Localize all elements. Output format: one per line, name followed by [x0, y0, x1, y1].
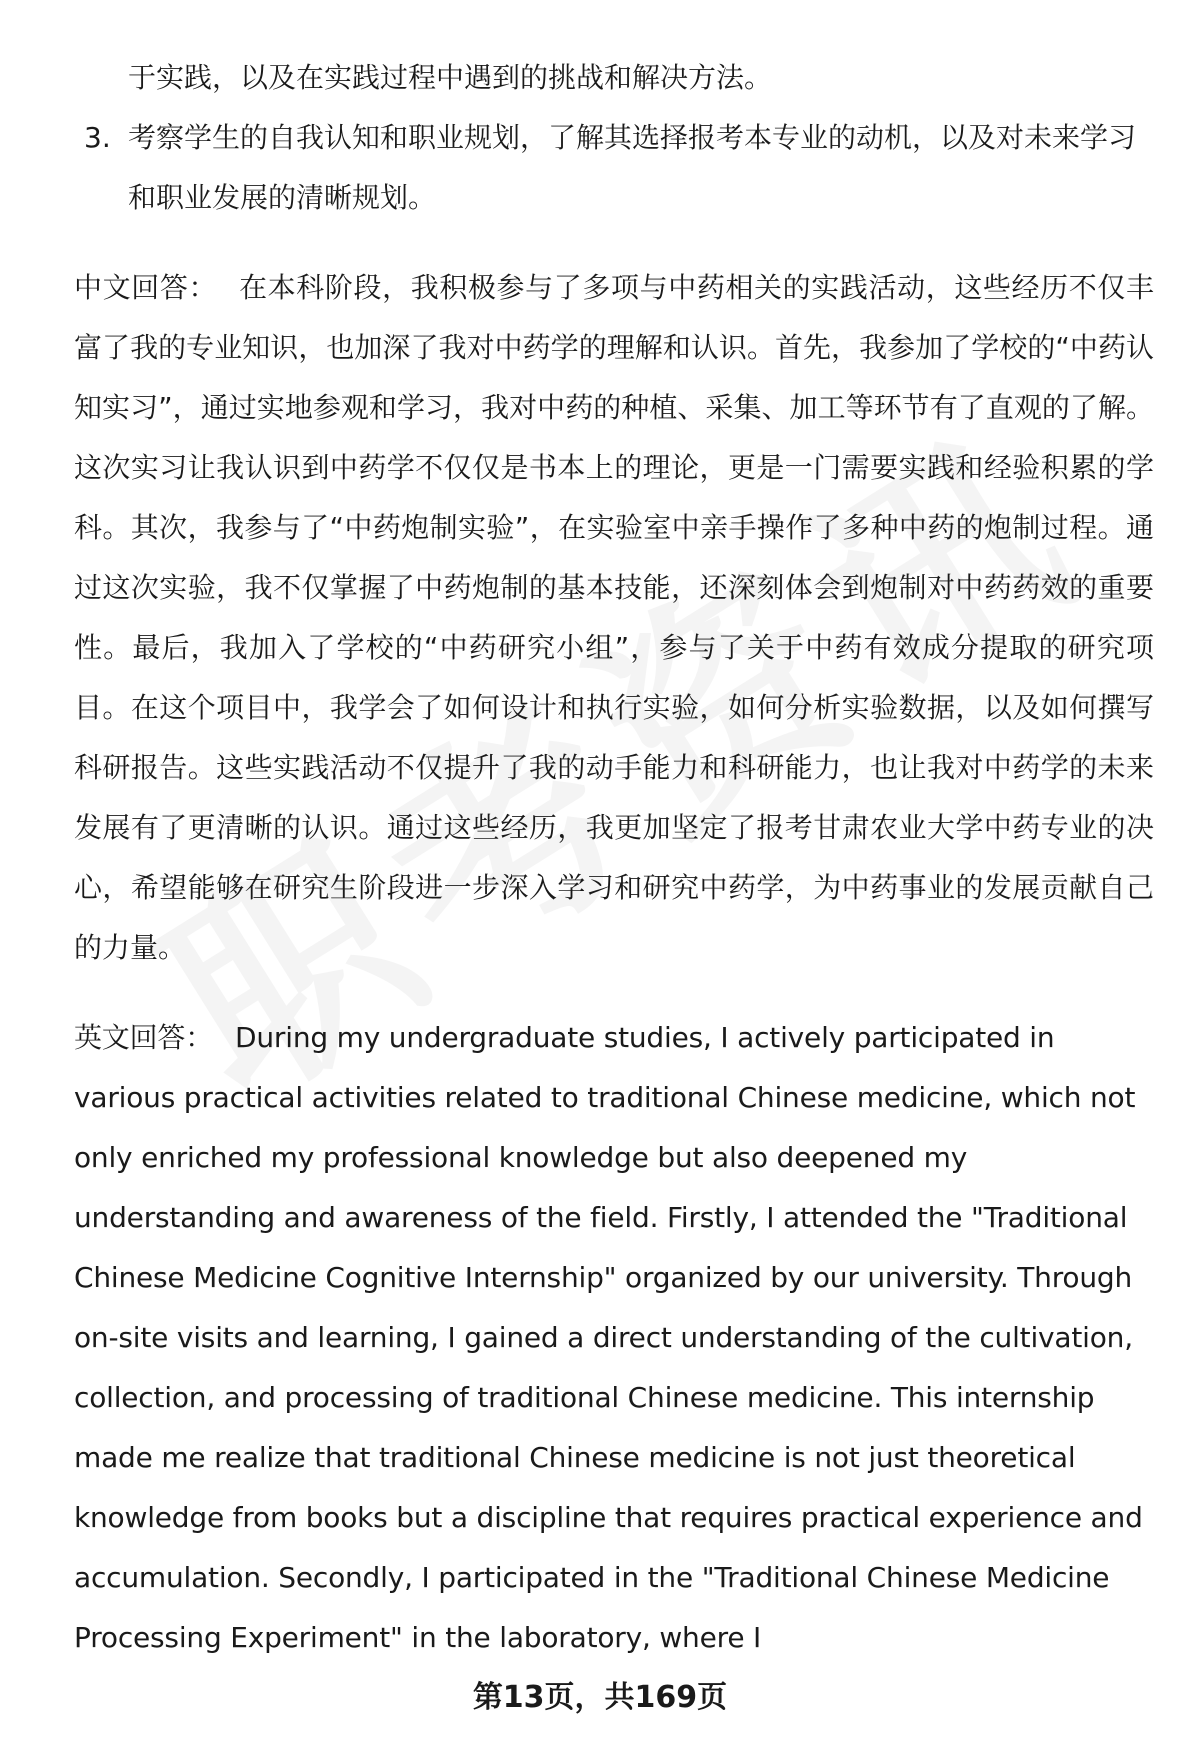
list-item-text: 考察学生的自我认知和职业规划，了解其选择报考本专业的动机，以及对未来学习和职业发展的清晰规划。: [128, 121, 1137, 214]
chinese-answer-paragraph: [74, 258, 1154, 978]
page-content: [74, 48, 1154, 1668]
page-number-footer: 第13页，共169页: [472, 1680, 728, 1715]
english-answer-paragraph: [74, 1008, 1154, 1668]
list-item-continuation: 于实践，以及在实践过程中遇到的挑战和解决方法。: [128, 61, 773, 94]
chinese-answer-text: 在本科阶段，我积极参与了多项与中药相关的实践活动，这些经历不仅丰富了我的专业知识，也加深了我对中药学的理解和认识。首先，我参加了学校的“中药认知实习”，通过实地参观和学习，我对中药的种植、采集、加工等环节有了直观的了解。这次实习让我认识到中药学不仅仅是书本上的理论，更是一门需要实践和经验积累的学科。其次，我参与了“中药炮制实验”，在实验室中亲手操作了多种中药的炮制过程。通过这次实验，我不仅掌握了中药炮制的基本技能，还深刻体会到炮制对中药药效的重要性。最后，我加入了学校的“中药研究小组”，参与了关于中药有效成分提取的研究项目。在这个项目中，我学会了如何设计和执行实验，如何分析实验数据，以及如何撰写科研报告。这些实践活动不仅提升了我的动手能力和科研能力，也让我对中药学的未来发展有了更清晰的认识。通过这些经历，我更加坚定了报考甘肃农业大学中药专业的决心，希望能够在研究生阶段进一步深入学习和研究中药学，为中药事业的发展贡献自己的力量。: [74, 271, 1154, 964]
english-answer-label: 英文回答：: [74, 1021, 214, 1054]
list-item-3: [74, 108, 1154, 228]
list-item-number: 3.: [84, 121, 111, 154]
english-answer-text: During my undergraduate studies, I actively participated in various practical activities related to traditional Chinese medicine, which not only enriched my professional knowledge but also deepened my understanding and awareness of the field. Firstly, I attended the "Traditional Chinese Medicine Cognitive Internship" organized by our university. Through on-site visits and learning, I gained a direct understanding of the cultivation, collection, and processing of traditional Chinese medicine. This internship made me realize that traditional Chinese medicine is not just theoretical knowledge from books but a discipline that requires practical experience and accumulation. Secondly, I participated in the "Traditional Chinese Medicine Processing Experiment" in the laboratory, where I: [74, 1021, 1143, 1654]
chinese-answer-label: 中文回答：: [74, 271, 218, 304]
